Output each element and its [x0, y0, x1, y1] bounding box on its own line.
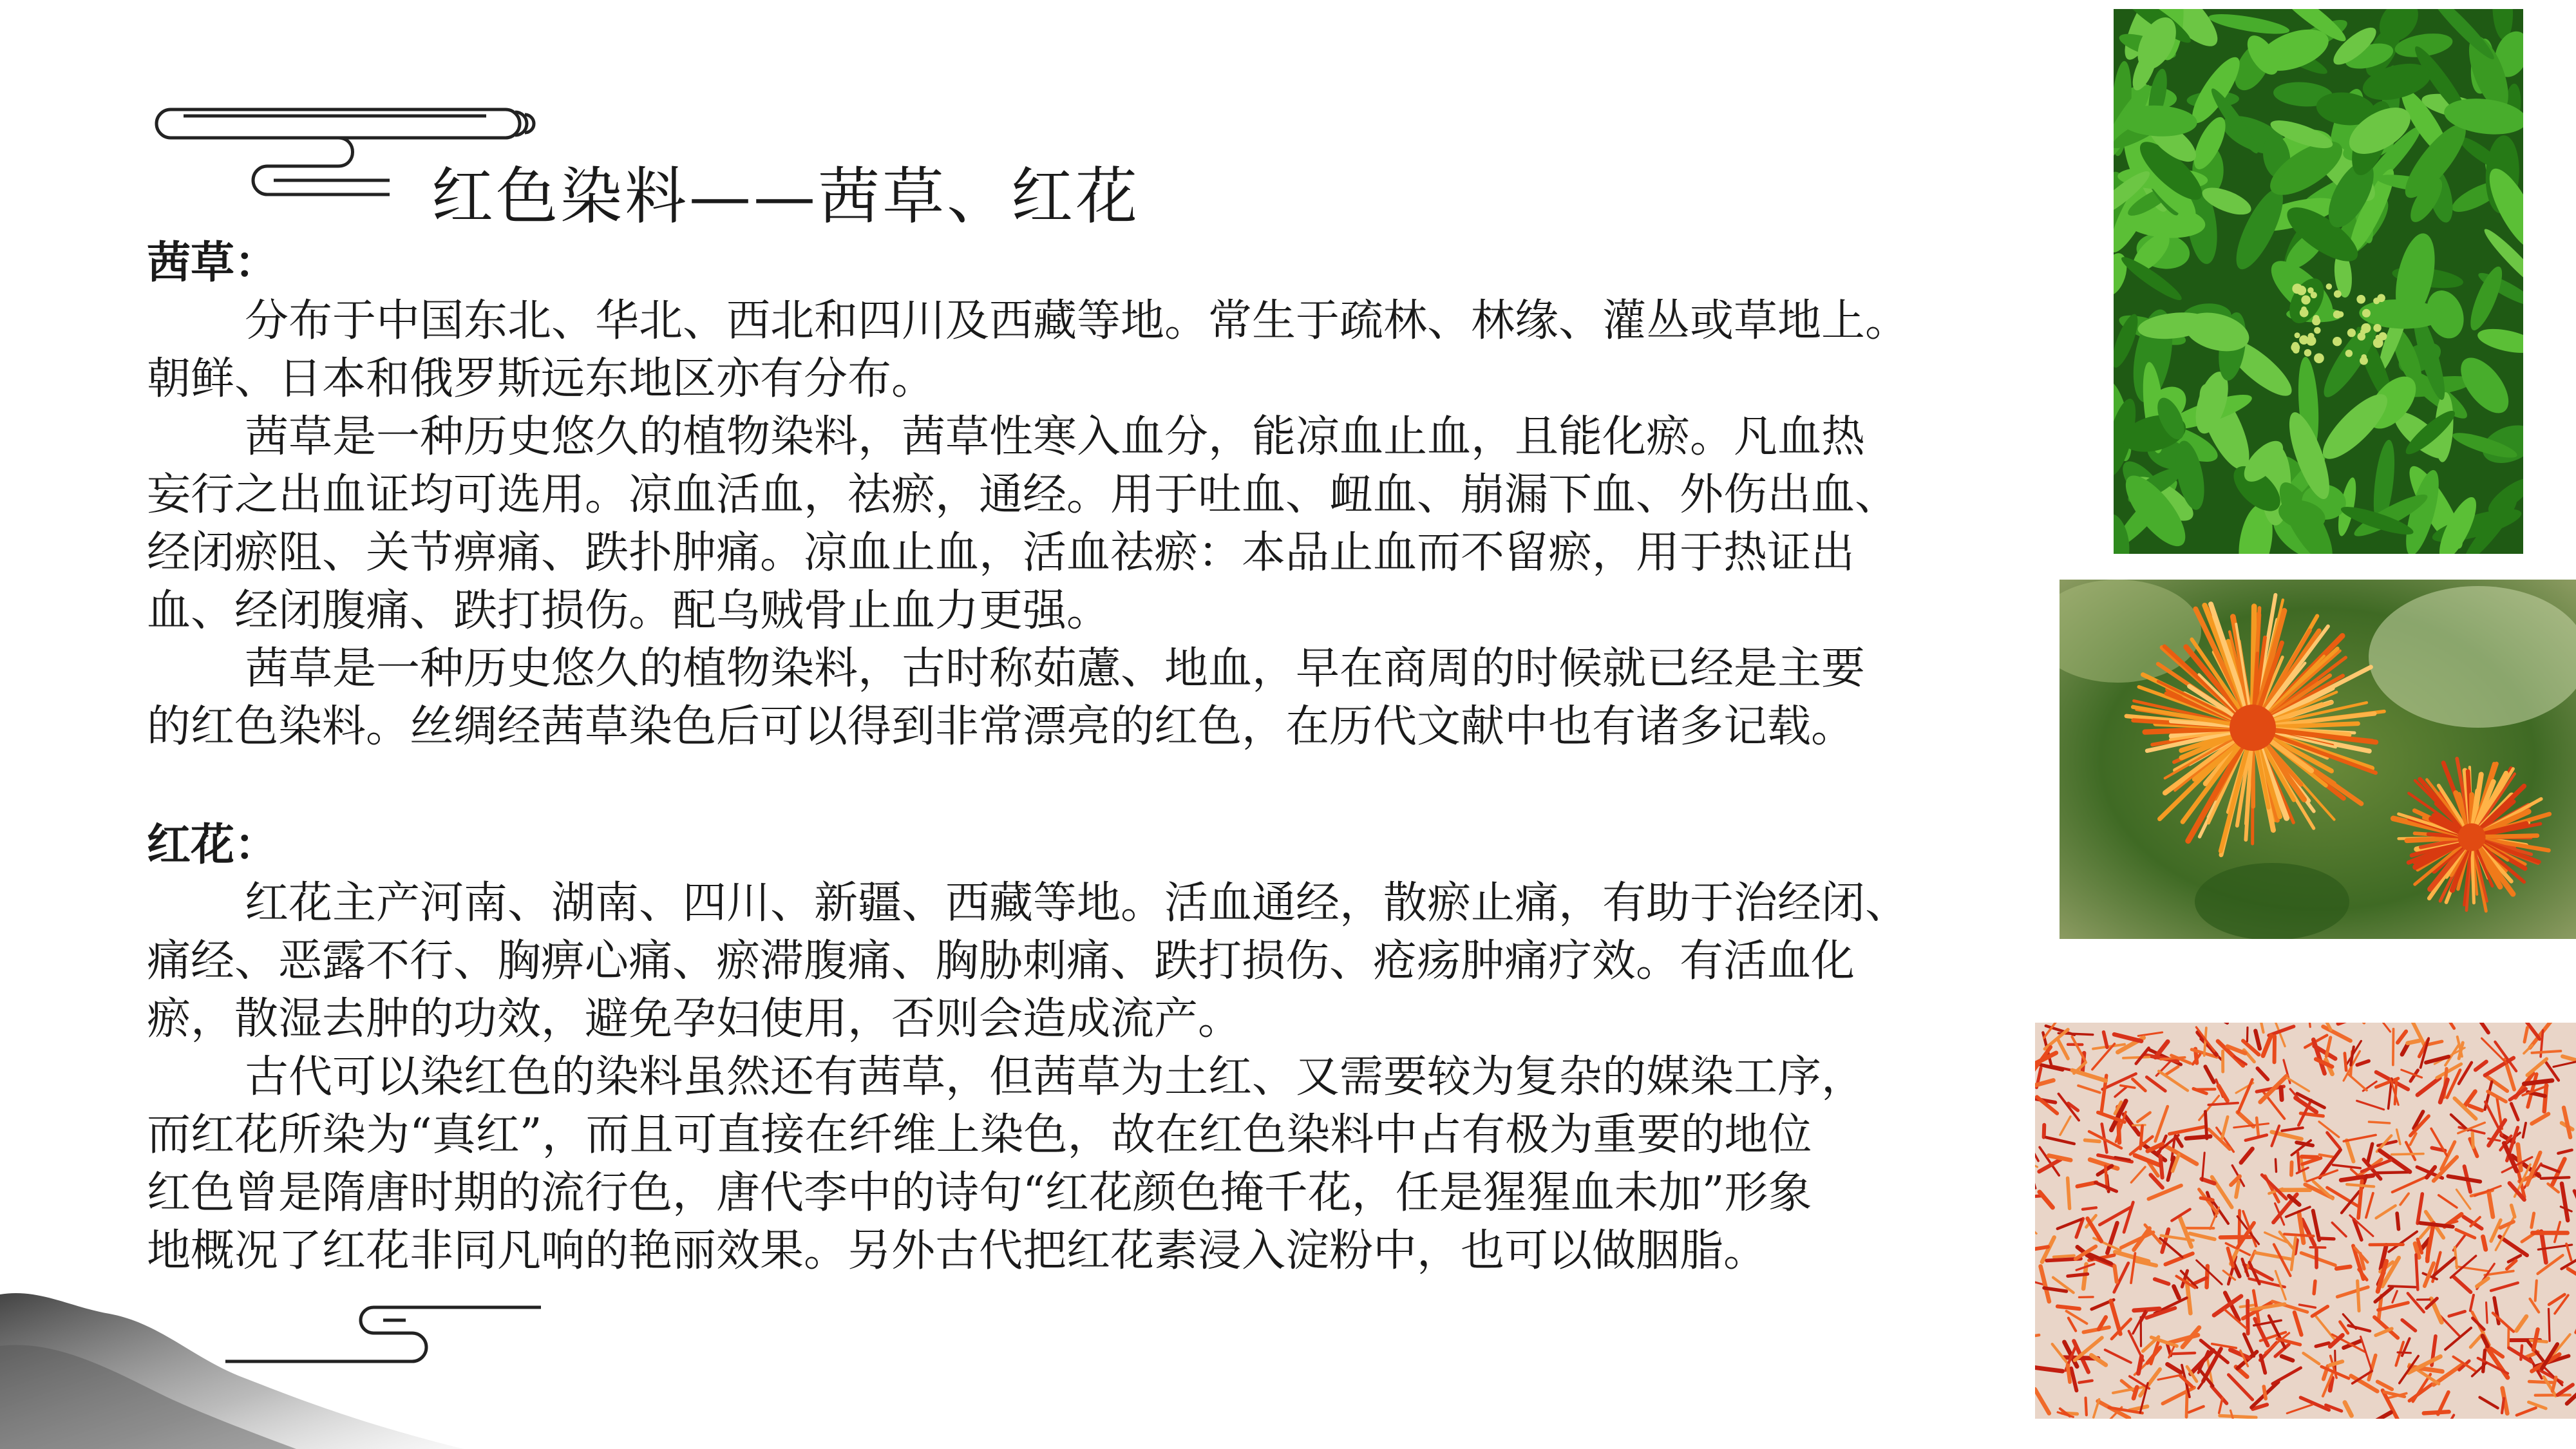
section-heading-madder: 茜草： [147, 238, 279, 289]
paragraph-line: 茜草是一种历史悠久的植物染料，古时称茹藘、地血，早在商周的时候就已经是主要 [245, 643, 1866, 694]
paragraph-line: 朝鲜、日本和俄罗斯远东地区亦有分布。 [147, 354, 936, 404]
paragraph-line: 的红色染料。丝绸经茜草染色后可以得到非常漂亮的红色，在历代文献中也有诸多记载。 [147, 701, 1855, 752]
paragraph-line: 血、经闭腹痛、跌打损伤。配乌贼骨止血力更强。 [147, 585, 1111, 636]
paragraph-line: 痛经、恶露不行、胸痹心痛、瘀滞腹痛、胸胁刺痛、跌打损伤、疮疡肿痛疗效。有活血化 [147, 936, 1855, 987]
paragraph-line: 分布于中国东北、华北、西北和四川及西藏等地。常生于疏林、林缘、灌丛或草地上。 [245, 296, 1909, 346]
paragraph-line: 经闭瘀阻、关节痹痛、跌扑肿痛。凉血止血，活血祛瘀：本品止血而不留瘀，用于热证出 [147, 527, 1855, 578]
madder-plant-photo [2114, 9, 2523, 554]
cloud-ornament-bottom [219, 1294, 554, 1378]
section-body-madder [147, 292, 2079, 756]
paragraph-line: 妄行之出血证均可选用。凉血活血，祛瘀，通经。用于吐血、衄血、崩漏下血、外伤出血、 [147, 469, 1899, 520]
paragraph-line: 瘀，散湿去肿的功效，避免孕妇使用，否则会造成流产。 [147, 994, 1242, 1045]
section-heading-safflower: 红花： [147, 820, 279, 871]
safflower-bloom-photo [2060, 580, 2576, 939]
paragraph-line: 而红花所染为“真红”，而且可直接在纤维上染色，故在红色染料中占有极为重要的地位 [147, 1110, 1812, 1160]
dried-safflower-photo [2035, 1023, 2576, 1419]
page-title: 红色染料——茜草、红花 [431, 160, 1140, 232]
section-body-safflower [147, 875, 2079, 1280]
paragraph-line: 红色曾是隋唐时期的流行色，唐代李中的诗句“红花颜色掩千花，任是猩猩血未加”形象 [147, 1168, 1812, 1218]
paragraph-line: 红花主产河南、湖南、四川、新疆、西藏等地。活血通经，散瘀止痛，有助于治经闭、 [245, 878, 1909, 929]
paragraph-line: 地概况了红花非同凡响的艳丽效果。另外古代把红花素浸入淀粉中，也可以做胭脂。 [147, 1226, 1768, 1276]
paragraph-line: 古代可以染红色的染料虽然还有茜草，但茜草为土红、又需要较为复杂的媒染工序， [245, 1052, 1866, 1103]
paragraph-line: 茜草是一种历史悠久的植物染料，茜草性寒入血分，能凉血止血，且能化瘀。凡血热 [245, 412, 1866, 462]
